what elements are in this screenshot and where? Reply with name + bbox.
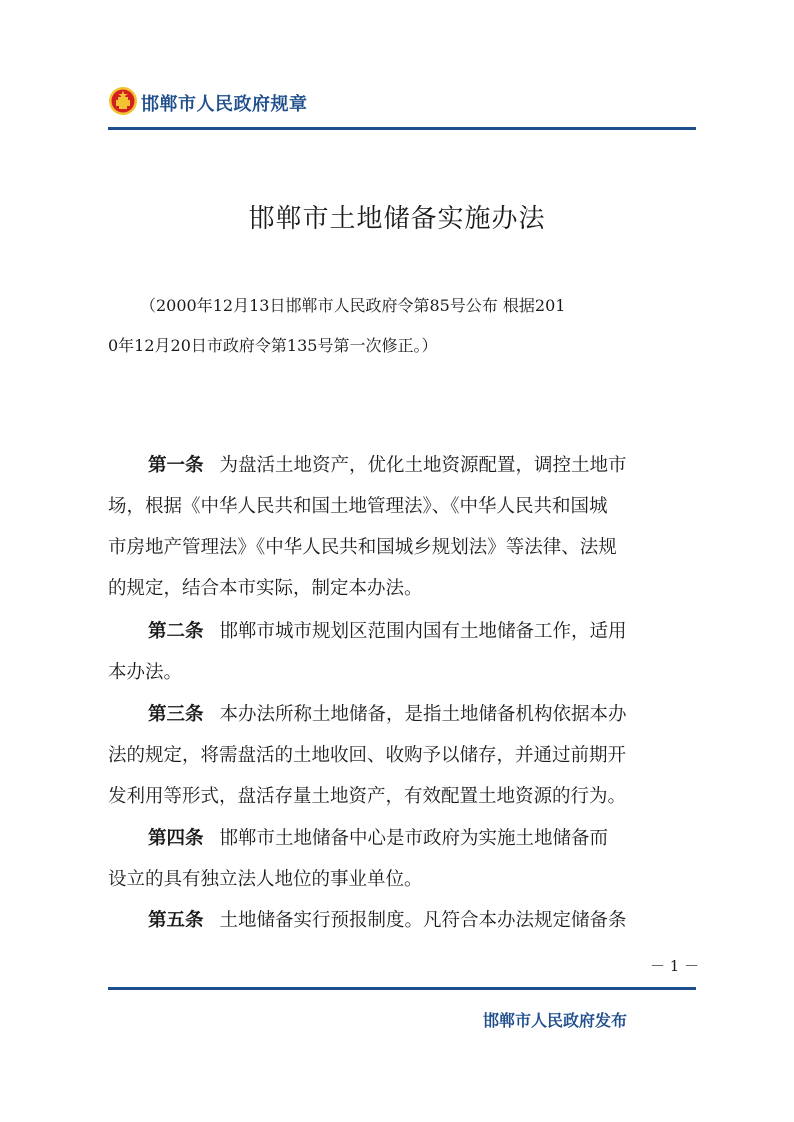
national-emblem-icon	[108, 86, 138, 116]
article-line: 本办法所称土地储备，是指土地储备机构依据本办	[219, 704, 627, 725]
article-line: 为盘活土地资产，优化土地资源配置，调控土地市	[219, 455, 627, 476]
page-number: － 1 －	[650, 957, 700, 975]
article-line: 本办法。	[108, 662, 183, 683]
header-divider	[108, 127, 696, 130]
header-title: 邯郸市人民政府规章	[141, 94, 308, 115]
article-1	[108, 445, 696, 609]
article-line: 邯郸市城市规划区范围内国有土地储备工作，适用	[219, 621, 627, 642]
article-label: 第二条	[148, 621, 204, 642]
article-line: 邯郸市土地储备中心是市政府为实施土地储备而	[219, 828, 609, 849]
article-label: 第一条	[148, 455, 204, 476]
article-line: 法的规定，将需盘活的土地收回、收购予以储存，并通过前期开	[108, 745, 627, 766]
footer-publisher: 邯郸市人民政府发布	[483, 1011, 628, 1030]
article-2	[108, 611, 696, 693]
article-label: 第四条	[148, 828, 204, 849]
article-4	[108, 818, 696, 900]
article-line: 场，根据《中华人民共和国土地管理法》、《中华人民共和国城	[108, 496, 608, 517]
footer-divider	[108, 987, 696, 990]
page-header	[108, 86, 696, 120]
article-5	[108, 900, 696, 941]
article-line: 设立的具有独立法人地位的事业单位。	[108, 869, 423, 890]
document-subtitle	[108, 286, 696, 366]
article-label: 第五条	[148, 910, 204, 931]
subtitle-line: 0年12月20日市政府令第135号第一次修正。）	[108, 336, 438, 355]
article-line: 发利用等形式，盘活存量土地资产，有效配置土地资源的行为。	[108, 786, 627, 807]
article-label: 第三条	[148, 704, 204, 725]
article-line: 市房地产管理法》《中华人民共和国城乡规划法》等法律、法规	[108, 537, 617, 558]
document-title: 邯郸市土地储备实施办法	[248, 204, 546, 234]
article-3	[108, 694, 696, 817]
article-line: 的规定，结合本市实际，制定本办法。	[108, 578, 423, 599]
subtitle-line: （2000年12月13日邯郸市人民政府令第85号公布 根据201	[140, 296, 566, 315]
article-line: 土地储备实行预报制度。凡符合本办法规定储备条	[219, 910, 627, 931]
